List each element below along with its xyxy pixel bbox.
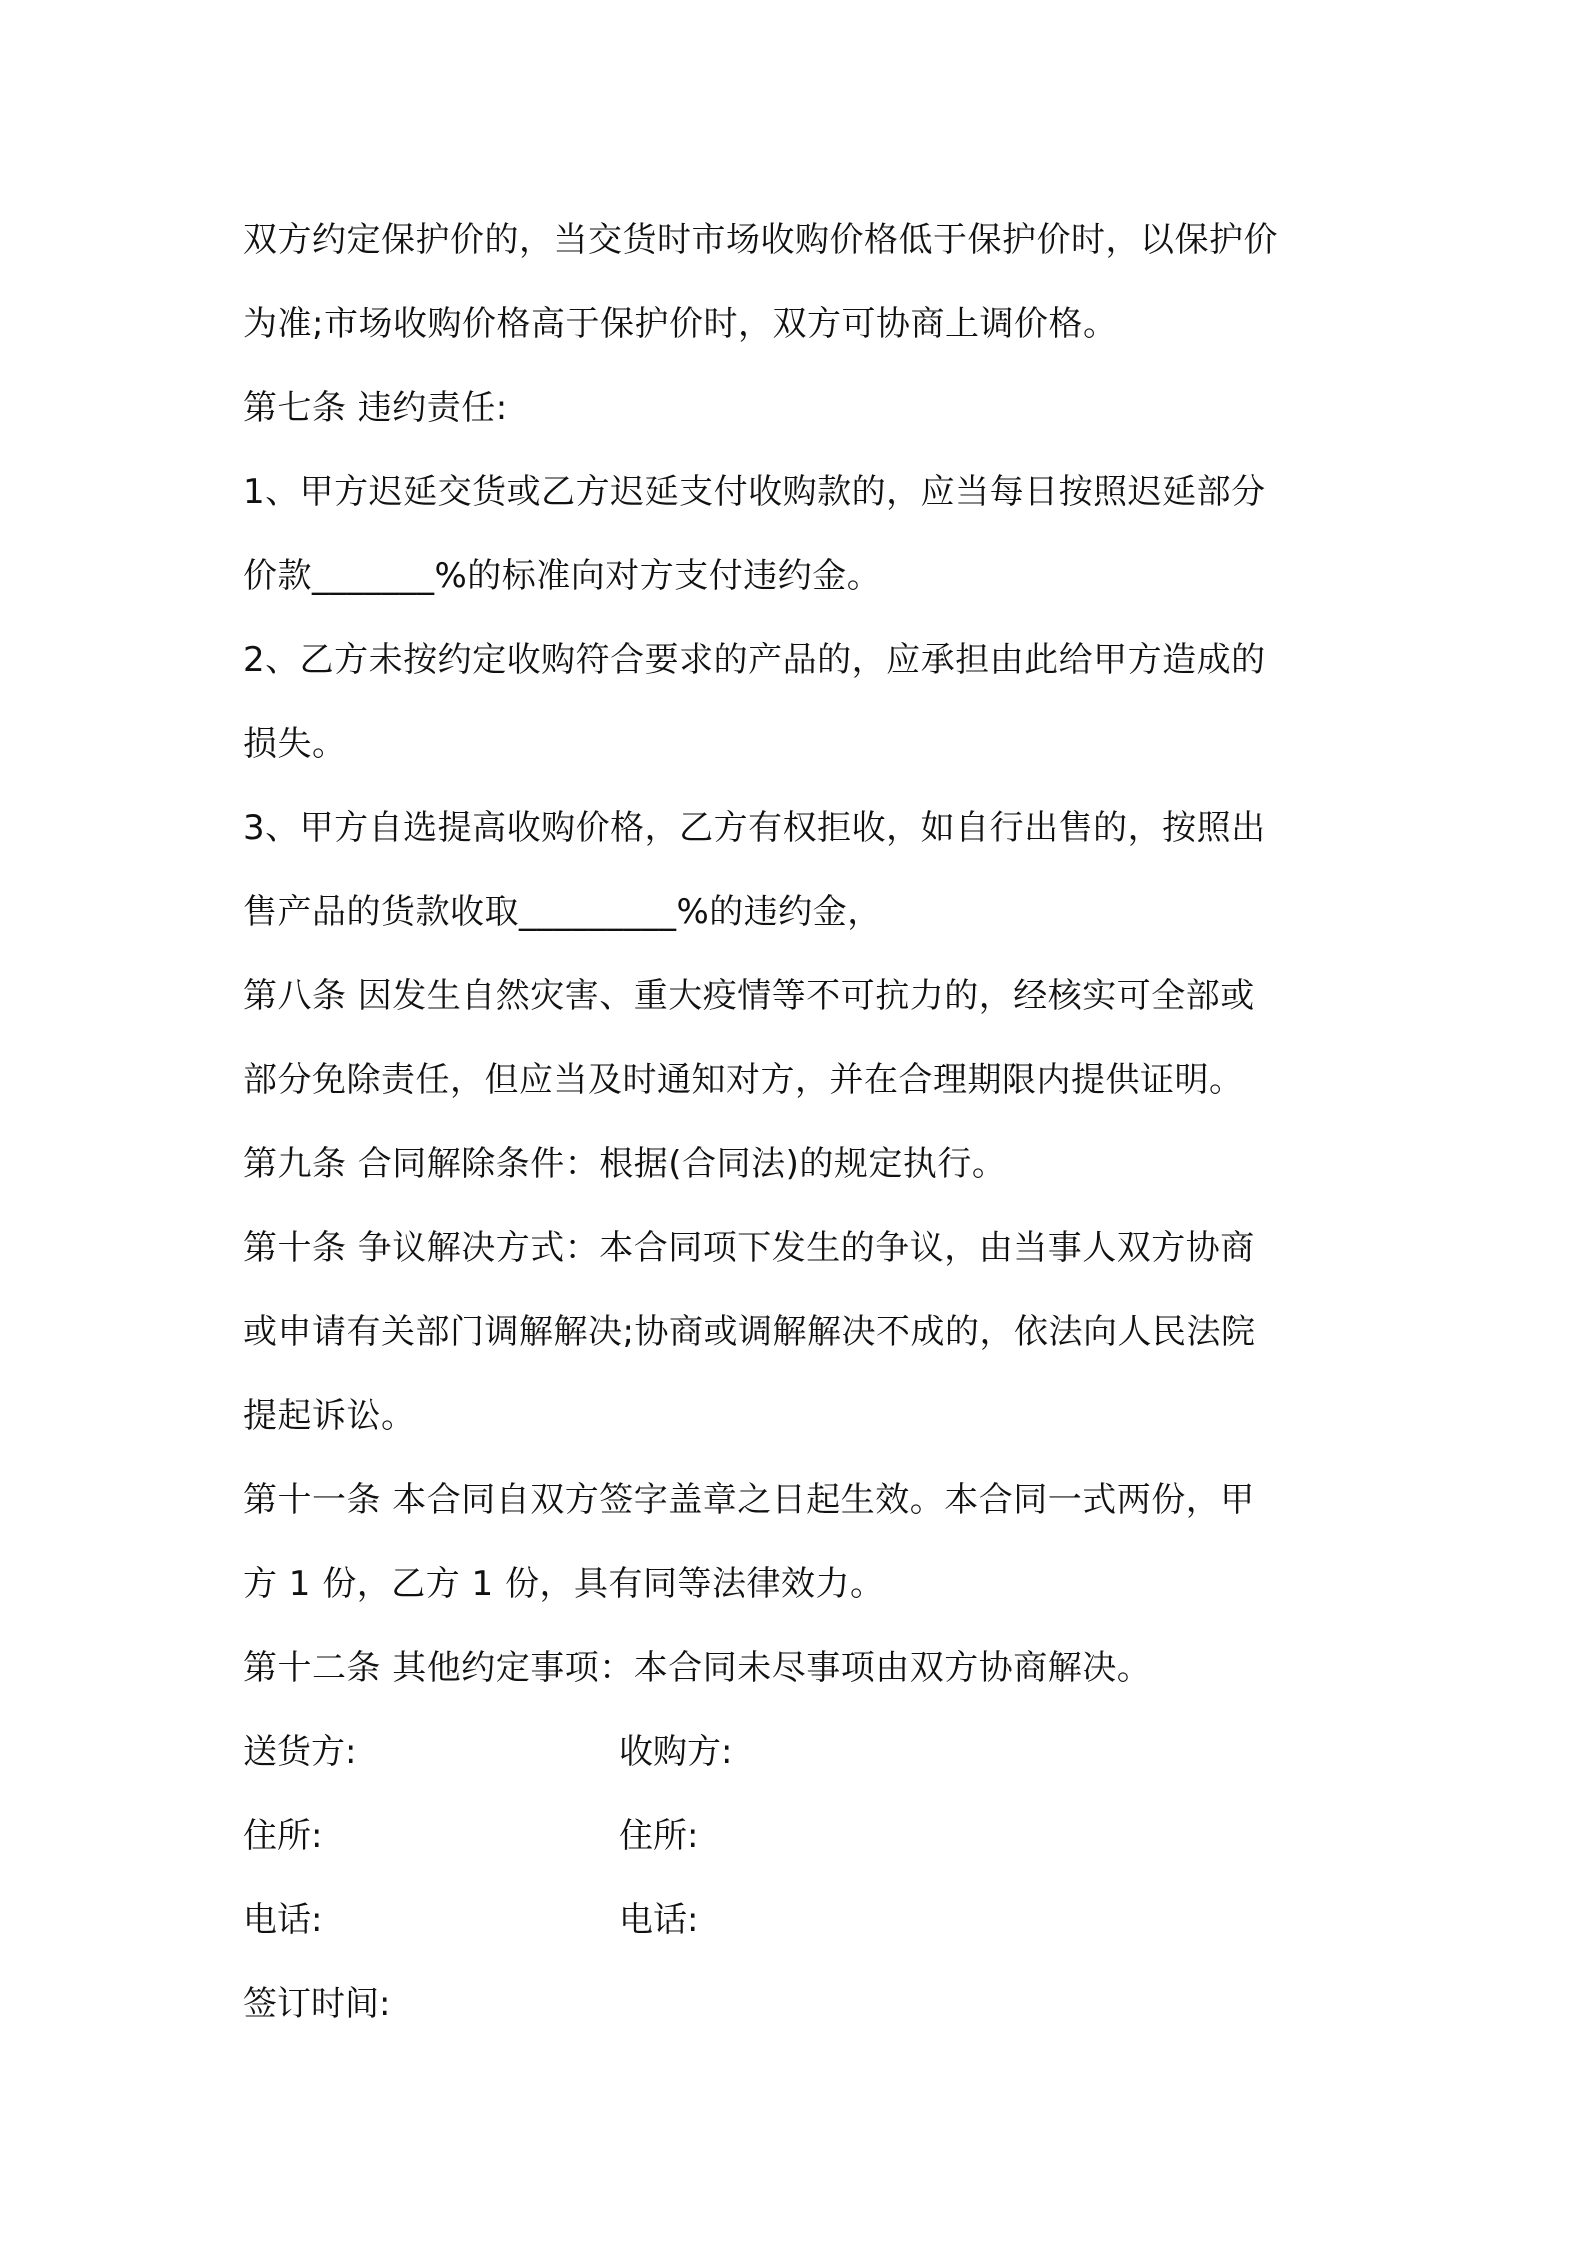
body-line: 3、甲方自选提高收购价格，乙方有权拒收，如自行出售的，按照出 bbox=[243, 808, 1266, 848]
body-line: 部分免除责任，但应当及时通知对方，并在合理期限内提供证明。 bbox=[243, 1060, 1244, 1100]
body-line: 或申请有关部门调解解决;协商或调解解决不成的，依法向人民法院 bbox=[243, 1312, 1256, 1352]
buyer-label: 收购方: bbox=[619, 1732, 733, 1772]
sender-phone-label: 电话: bbox=[243, 1900, 323, 1940]
body-line: 1、甲方迟延交货或乙方迟延支付收购款的，应当每日按照迟延部分 bbox=[243, 472, 1266, 512]
sender-address-label: 住所: bbox=[243, 1816, 323, 1856]
buyer-phone-label: 电话: bbox=[619, 1900, 699, 1940]
article-12-line: 第十二条 其他约定事项：本合同未尽事项由双方协商解决。 bbox=[243, 1648, 1152, 1688]
body-line: 提起诉讼。 bbox=[243, 1396, 416, 1436]
article-11-line: 第十一条 本合同自双方签字盖章之日起生效。本合同一式两份，甲 bbox=[243, 1480, 1255, 1520]
body-line: 损失。 bbox=[243, 724, 347, 764]
body-line: 价款_______%的标准向对方支付违约金。 bbox=[243, 556, 882, 596]
signature-time-row bbox=[243, 1962, 1363, 2046]
body-line: 方 1 份，乙方 1 份，具有同等法律效力。 bbox=[243, 1564, 885, 1604]
article-10-line: 第十条 争议解决方式：本合同项下发生的争议，由当事人双方协商 bbox=[243, 1228, 1255, 1268]
article-8-line: 第八条 因发生自然灾害、重大疫情等不可抗力的，经核实可全部或 bbox=[243, 976, 1255, 1016]
buyer-address-label: 住所: bbox=[619, 1816, 699, 1856]
signature-phone-row bbox=[243, 1878, 1363, 1962]
article-7-heading: 第七条 违约责任: bbox=[243, 388, 508, 428]
body-line: 2、乙方未按约定收购符合要求的产品的，应承担由此给甲方造成的 bbox=[243, 640, 1266, 680]
signing-time-label: 签订时间: bbox=[243, 1984, 391, 2024]
signature-party-row bbox=[243, 1710, 1363, 1794]
body-line: 双方约定保护价的，当交货时市场收购价格低于保护价时，以保护价 bbox=[243, 220, 1278, 260]
body-line: 售产品的货款收取_________%的违约金， bbox=[243, 892, 882, 932]
article-9-line: 第九条 合同解除条件：根据(合同法)的规定执行。 bbox=[243, 1144, 1007, 1184]
body-line: 为准;市场收购价格高于保护价时，双方可协商上调价格。 bbox=[243, 304, 1118, 344]
sender-label: 送货方: bbox=[243, 1732, 357, 1772]
signature-address-row bbox=[243, 1794, 1363, 1878]
contract-body bbox=[243, 198, 1363, 2046]
